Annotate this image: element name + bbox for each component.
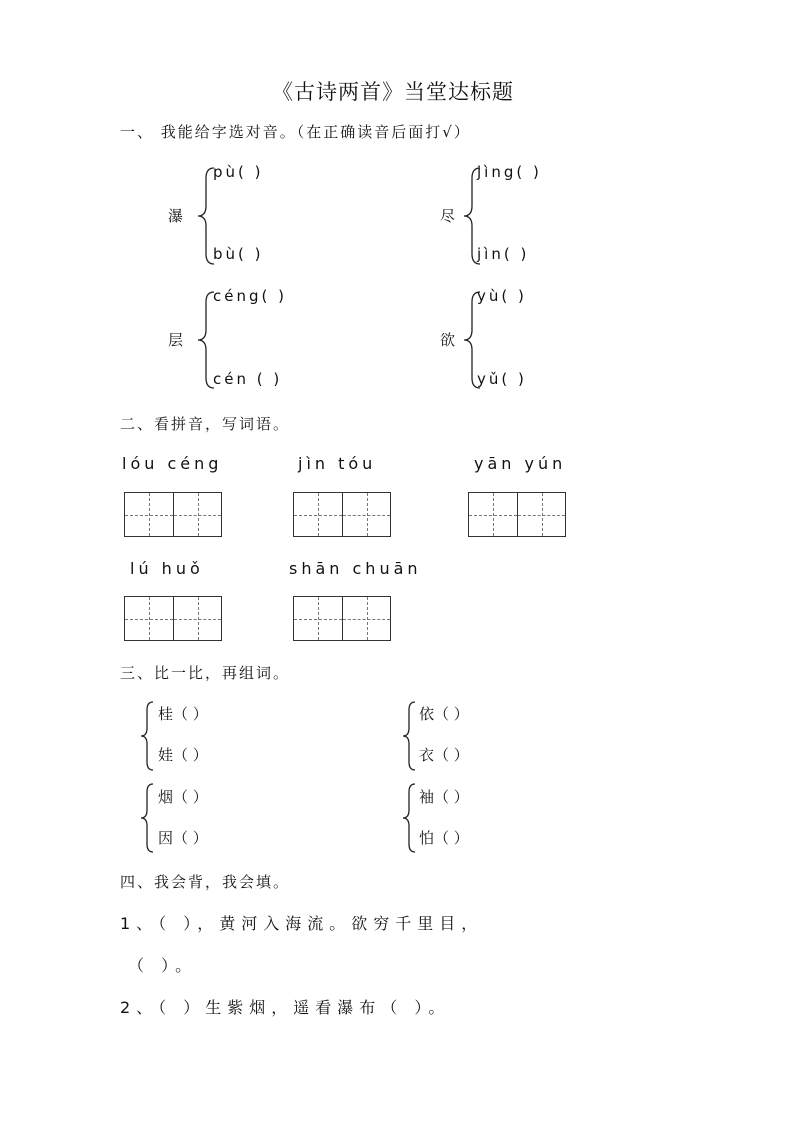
writing-grid-3[interactable]	[468, 492, 566, 537]
section2-heading: 二、看拼音，写词语。	[120, 415, 291, 433]
pinyin-word-2: jìn tóu	[298, 454, 377, 473]
brace-icon	[401, 700, 417, 772]
brace-icon	[401, 782, 417, 854]
pair3-b: 因（ ）	[158, 829, 208, 847]
brace-icon	[139, 700, 155, 772]
writing-grid-1[interactable]	[124, 492, 222, 537]
group3-char: 层	[168, 331, 184, 349]
pair3-a: 烟（ ）	[158, 788, 208, 806]
pinyin-word-5: shān chuān	[289, 559, 422, 578]
pinyin-word-4: lú huǒ	[130, 559, 204, 578]
writing-grid-4[interactable]	[124, 596, 222, 641]
pair2-a: 依（ ）	[419, 705, 469, 723]
page-title: 《古诗两首》当堂达标题	[272, 80, 514, 104]
group3-bottom: cén ( )	[213, 370, 283, 388]
group1-bottom: bù( )	[213, 245, 264, 263]
pinyin-word-3: yān yún	[474, 454, 567, 473]
group1-top: pù( )	[213, 163, 264, 181]
group4-top: yù( )	[477, 287, 527, 305]
group1-char: 瀑	[168, 207, 184, 225]
section3-heading: 三、比一比，再组词。	[120, 664, 291, 682]
group2-top: jìng( )	[477, 163, 542, 181]
group3-top: céng( )	[213, 287, 287, 305]
pair2-b: 衣（ ）	[419, 746, 469, 764]
fill-line-2: （ ）。	[128, 956, 198, 975]
group2-bottom: jìn( )	[477, 245, 530, 263]
brace-icon	[139, 782, 155, 854]
fill-line-1: 1、（ ），黄河入海流。欲穷千里目，	[120, 914, 484, 933]
writing-grid-2[interactable]	[293, 492, 391, 537]
pinyin-word-1: lóu céng	[122, 454, 223, 473]
group4-char: 欲	[440, 331, 456, 349]
group2-char: 尽	[440, 207, 456, 225]
section1-heading: 一、 我能给字选对音。（在正确读音后面打√）	[120, 123, 471, 141]
group4-bottom: yǔ( )	[477, 370, 527, 388]
pair1-a: 桂（ ）	[158, 705, 208, 723]
section4-heading: 四、我会背，我会填。	[120, 873, 291, 891]
pair4-a: 袖（ ）	[419, 788, 469, 806]
writing-grid-5[interactable]	[293, 596, 391, 641]
pair1-b: 娃（ ）	[158, 746, 208, 764]
fill-line-3: 2、（ ）生紫烟，遥看瀑布（ ）。	[120, 998, 451, 1017]
pair4-b: 怕（ ）	[419, 829, 469, 847]
